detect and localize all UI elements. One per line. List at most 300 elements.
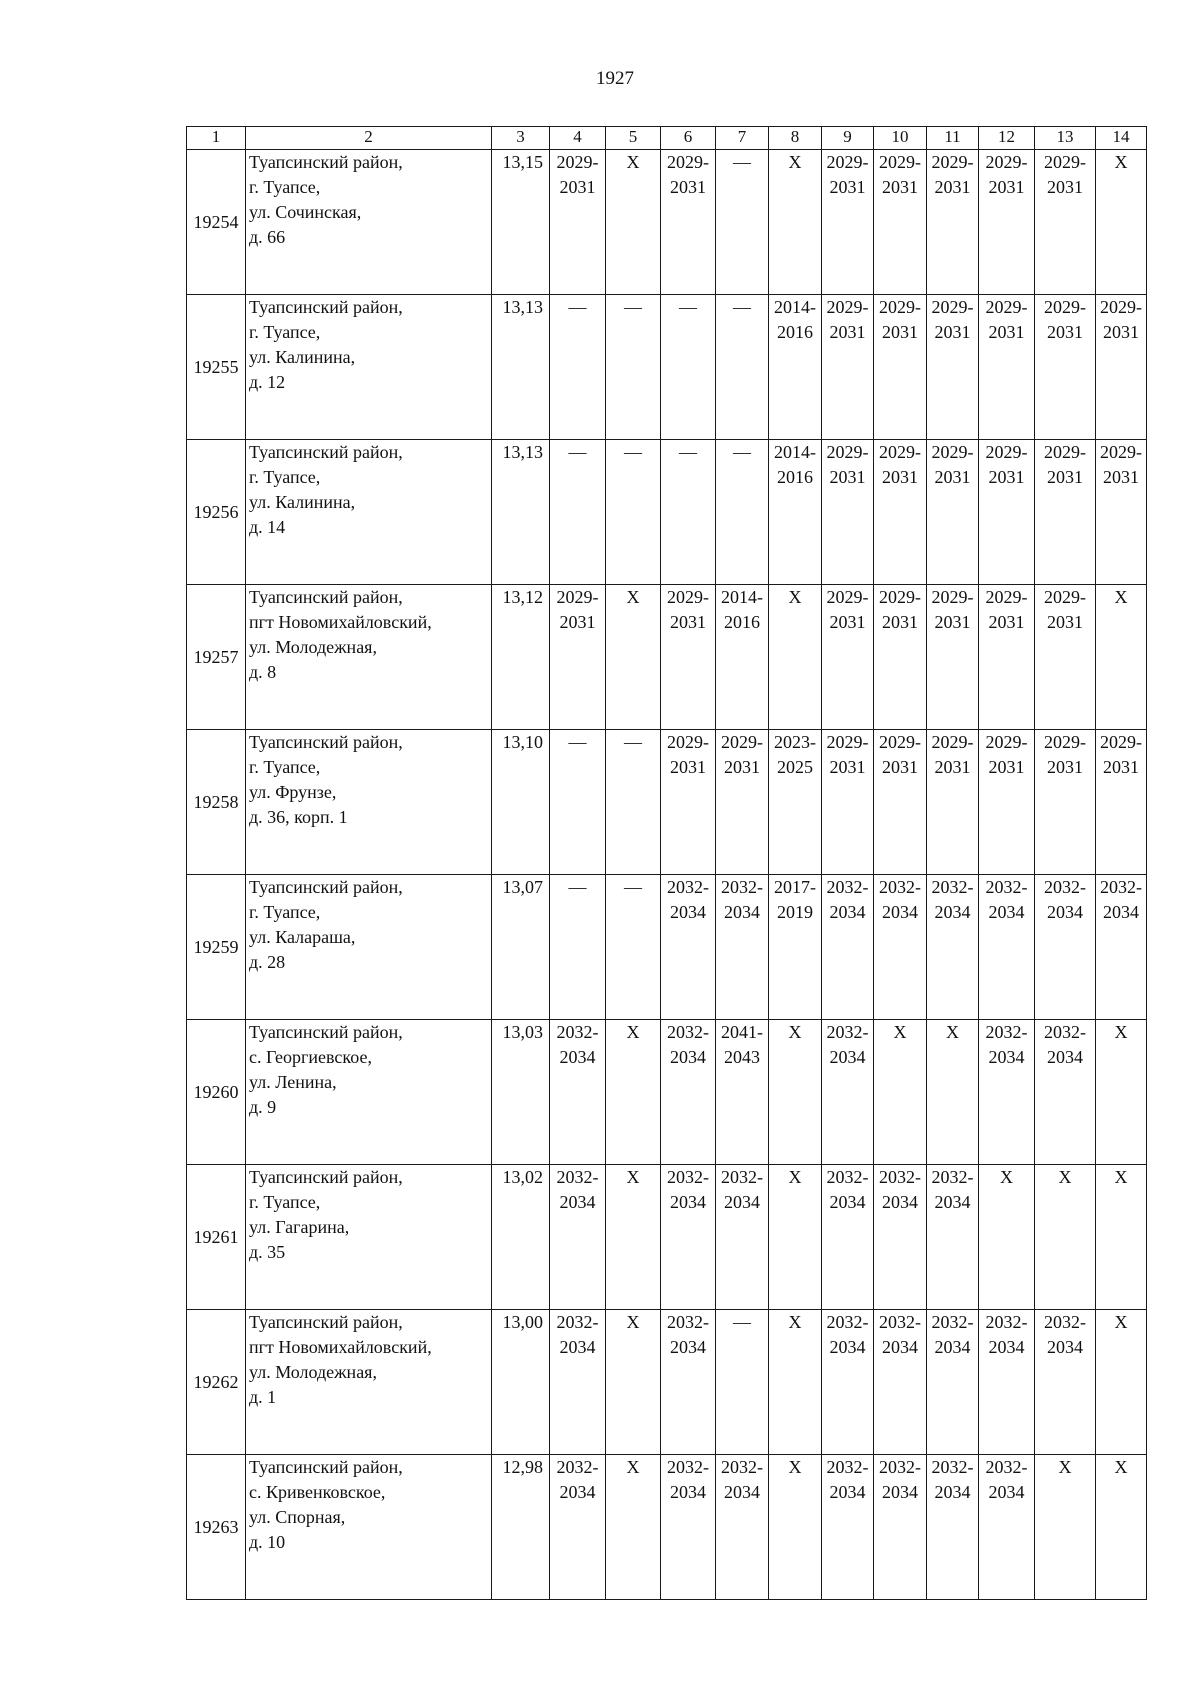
column-number-3: 3 bbox=[492, 127, 550, 150]
period-cell-12 bbox=[979, 1455, 1035, 1600]
record-number: 19263 bbox=[193, 1516, 239, 1537]
period-value: X bbox=[788, 587, 802, 607]
period-cell-11 bbox=[927, 1455, 979, 1600]
period-value: X bbox=[1114, 1312, 1128, 1332]
period-value: 2032- 2034 bbox=[985, 1457, 1028, 1502]
period-value: 2029- 2031 bbox=[985, 587, 1028, 632]
period-cell-11 bbox=[927, 440, 979, 585]
register-table bbox=[186, 126, 1147, 1600]
column-number-1: 1 bbox=[187, 127, 246, 150]
period-cell-7 bbox=[716, 1020, 769, 1165]
record-number-cell bbox=[187, 1455, 246, 1600]
address-cell bbox=[246, 875, 492, 1020]
header-row bbox=[187, 127, 1147, 150]
period-cell-13 bbox=[1035, 150, 1096, 295]
period-value: 2032- 2034 bbox=[985, 877, 1028, 922]
record-number: 19259 bbox=[193, 936, 239, 957]
period-cell-13 bbox=[1035, 295, 1096, 440]
period-value: 2032- 2034 bbox=[826, 1457, 869, 1502]
period-value: X bbox=[1114, 587, 1128, 607]
period-value: 2017- 2019 bbox=[774, 877, 816, 922]
period-value: 2041- 2043 bbox=[721, 1022, 763, 1067]
period-value: 2029- 2031 bbox=[1044, 442, 1086, 487]
period-cell-9 bbox=[822, 440, 874, 585]
period-value: X bbox=[788, 1167, 802, 1187]
period-cell-14 bbox=[1096, 730, 1147, 875]
record-number: 19262 bbox=[193, 1371, 239, 1392]
period-cell-9 bbox=[822, 730, 874, 875]
address-text: Туапсинский район, г. Туапсе, ул. Фрунзе, д. 36, корп. 1 bbox=[249, 732, 403, 827]
value-cell-3 bbox=[492, 150, 550, 295]
period-cell-5 bbox=[606, 1020, 661, 1165]
period-value: 2029- 2031 bbox=[931, 442, 974, 487]
period-cell-9 bbox=[822, 585, 874, 730]
address-text: Туапсинский район, г. Туапсе, ул. Калинина, д. 14 bbox=[249, 442, 403, 537]
period-value: 2032- 2034 bbox=[879, 1457, 921, 1502]
period-value: 2029- 2031 bbox=[826, 442, 869, 487]
column-number-10: 10 bbox=[874, 127, 927, 150]
period-cell-14 bbox=[1096, 150, 1147, 295]
address-text: Туапсинский район, пгт Новомихайловский, ул. Молодежная, д. 8 bbox=[249, 587, 432, 682]
address-cell bbox=[246, 1020, 492, 1165]
period-value: 2029- 2031 bbox=[931, 587, 974, 632]
period-cell-4 bbox=[550, 730, 606, 875]
period-value: 2032- 2034 bbox=[1100, 877, 1142, 922]
period-cell-6 bbox=[661, 1020, 716, 1165]
period-cell-12 bbox=[979, 875, 1035, 1020]
value-cell-3 bbox=[492, 730, 550, 875]
period-cell-4 bbox=[550, 1020, 606, 1165]
period-cell-4 bbox=[550, 585, 606, 730]
period-value: 2032- 2034 bbox=[721, 877, 763, 922]
period-value: — bbox=[624, 297, 642, 317]
column-number-13: 13 bbox=[1035, 127, 1096, 150]
period-cell-8 bbox=[769, 440, 822, 585]
table-row bbox=[187, 875, 1147, 1020]
record-number: 19258 bbox=[193, 791, 239, 812]
column-number-7: 7 bbox=[716, 127, 769, 150]
period-value: 2032- 2034 bbox=[879, 877, 921, 922]
period-value: — bbox=[624, 442, 642, 462]
period-cell-11 bbox=[927, 150, 979, 295]
value-cell-3 bbox=[492, 1020, 550, 1165]
period-cell-4 bbox=[550, 1310, 606, 1455]
page-number: 1927 bbox=[596, 68, 634, 89]
period-value: 2029- 2031 bbox=[556, 587, 599, 632]
period-value: 2029- 2031 bbox=[1044, 297, 1086, 342]
period-cell-5 bbox=[606, 1165, 661, 1310]
period-value: 2032- 2034 bbox=[721, 1457, 763, 1502]
address-cell bbox=[246, 1310, 492, 1455]
period-cell-5 bbox=[606, 150, 661, 295]
record-number-cell bbox=[187, 585, 246, 730]
period-cell-6 bbox=[661, 730, 716, 875]
period-value: X bbox=[788, 1457, 802, 1477]
period-cell-11 bbox=[927, 730, 979, 875]
period-cell-8 bbox=[769, 730, 822, 875]
address-cell bbox=[246, 1165, 492, 1310]
period-cell-7 bbox=[716, 875, 769, 1020]
period-value: 2029- 2031 bbox=[826, 152, 869, 197]
period-value: 2032- 2034 bbox=[879, 1312, 921, 1357]
period-value: — bbox=[624, 877, 642, 897]
period-cell-5 bbox=[606, 585, 661, 730]
address-cell bbox=[246, 295, 492, 440]
period-value: 2032- 2034 bbox=[985, 1022, 1028, 1067]
period-value: 2029- 2031 bbox=[826, 732, 869, 777]
period-value: X bbox=[626, 1022, 640, 1042]
period-cell-7 bbox=[716, 150, 769, 295]
period-value: X bbox=[626, 1312, 640, 1332]
address-cell bbox=[246, 730, 492, 875]
period-cell-10 bbox=[874, 730, 927, 875]
area-value: 13,00 bbox=[502, 1312, 543, 1332]
period-cell-7 bbox=[716, 1165, 769, 1310]
table-row bbox=[187, 440, 1147, 585]
period-value: X bbox=[1114, 1457, 1128, 1477]
period-cell-9 bbox=[822, 1455, 874, 1600]
period-cell-6 bbox=[661, 295, 716, 440]
period-cell-10 bbox=[874, 875, 927, 1020]
period-value: 2032- 2034 bbox=[667, 1022, 709, 1067]
period-value: 2029- 2031 bbox=[931, 732, 974, 777]
address-text: Туапсинский район, с. Кривенковское, ул. Спорная, д. 10 bbox=[249, 1457, 403, 1552]
period-value: X bbox=[1058, 1167, 1072, 1187]
period-cell-5 bbox=[606, 440, 661, 585]
period-value: 2032- 2034 bbox=[826, 1312, 869, 1357]
period-cell-8 bbox=[769, 585, 822, 730]
column-number-8: 8 bbox=[769, 127, 822, 150]
period-value: X bbox=[893, 1022, 907, 1042]
column-number-5: 5 bbox=[606, 127, 661, 150]
period-cell-13 bbox=[1035, 730, 1096, 875]
period-value: 2029- 2031 bbox=[879, 587, 921, 632]
period-value: 2032- 2034 bbox=[667, 877, 709, 922]
record-number-cell bbox=[187, 1165, 246, 1310]
period-cell-12 bbox=[979, 1165, 1035, 1310]
period-value: X bbox=[946, 1022, 959, 1042]
address-text: Туапсинский район, г. Туапсе, ул. Калараша, д. 28 bbox=[249, 877, 403, 972]
period-value: 2029- 2031 bbox=[826, 297, 869, 342]
period-cell-9 bbox=[822, 1310, 874, 1455]
period-cell-7 bbox=[716, 440, 769, 585]
period-cell-13 bbox=[1035, 585, 1096, 730]
period-cell-14 bbox=[1096, 1020, 1147, 1165]
period-cell-8 bbox=[769, 875, 822, 1020]
period-cell-9 bbox=[822, 1165, 874, 1310]
column-number-9: 9 bbox=[822, 127, 874, 150]
period-cell-13 bbox=[1035, 1165, 1096, 1310]
period-cell-11 bbox=[927, 295, 979, 440]
period-cell-13 bbox=[1035, 1455, 1096, 1600]
period-value: 2032- 2034 bbox=[667, 1457, 709, 1502]
period-value: 2029- 2031 bbox=[556, 152, 599, 197]
table-row bbox=[187, 295, 1147, 440]
value-cell-3 bbox=[492, 440, 550, 585]
period-value: 2032- 2034 bbox=[826, 1022, 869, 1067]
period-value: — bbox=[568, 732, 587, 752]
period-cell-11 bbox=[927, 1020, 979, 1165]
value-cell-3 bbox=[492, 1455, 550, 1600]
period-value: 2029- 2031 bbox=[879, 152, 921, 197]
table-row bbox=[187, 1165, 1147, 1310]
column-number-2: 2 bbox=[246, 127, 492, 150]
period-cell-6 bbox=[661, 875, 716, 1020]
period-cell-10 bbox=[874, 440, 927, 585]
table-row bbox=[187, 1310, 1147, 1455]
period-cell-12 bbox=[979, 1020, 1035, 1165]
period-cell-6 bbox=[661, 1455, 716, 1600]
period-value: X bbox=[788, 1022, 802, 1042]
period-cell-9 bbox=[822, 295, 874, 440]
period-cell-9 bbox=[822, 150, 874, 295]
record-number: 19254 bbox=[193, 211, 239, 232]
period-cell-12 bbox=[979, 1310, 1035, 1455]
period-value: 2029- 2031 bbox=[879, 297, 921, 342]
period-value: 2029- 2031 bbox=[1044, 732, 1086, 777]
period-value: 2032- 2034 bbox=[667, 1312, 709, 1357]
address-cell bbox=[246, 585, 492, 730]
period-cell-8 bbox=[769, 1165, 822, 1310]
period-cell-8 bbox=[769, 1020, 822, 1165]
period-cell-14 bbox=[1096, 440, 1147, 585]
period-cell-7 bbox=[716, 1455, 769, 1600]
period-value: 2032- 2034 bbox=[985, 1312, 1028, 1357]
period-cell-6 bbox=[661, 1310, 716, 1455]
table-row bbox=[187, 1455, 1147, 1600]
period-value: — bbox=[568, 297, 587, 317]
period-value: — bbox=[568, 442, 587, 462]
period-cell-10 bbox=[874, 1310, 927, 1455]
address-text: Туапсинский район, г. Туапсе, ул. Гагарина, д. 35 bbox=[249, 1167, 403, 1262]
period-cell-10 bbox=[874, 295, 927, 440]
period-cell-8 bbox=[769, 295, 822, 440]
area-value: 13,13 bbox=[502, 442, 543, 462]
period-cell-10 bbox=[874, 150, 927, 295]
period-cell-13 bbox=[1035, 1310, 1096, 1455]
value-cell-3 bbox=[492, 1310, 550, 1455]
period-value: 2014- 2016 bbox=[774, 442, 816, 487]
period-value: 2032- 2034 bbox=[1044, 1312, 1086, 1357]
period-cell-7 bbox=[716, 295, 769, 440]
period-value: 2032- 2034 bbox=[556, 1457, 599, 1502]
record-number: 19260 bbox=[193, 1081, 239, 1102]
period-cell-13 bbox=[1035, 875, 1096, 1020]
period-value: 2032- 2034 bbox=[556, 1022, 599, 1067]
period-cell-4 bbox=[550, 1165, 606, 1310]
column-number-6: 6 bbox=[661, 127, 716, 150]
period-value: 2029- 2031 bbox=[931, 297, 974, 342]
period-cell-5 bbox=[606, 1455, 661, 1600]
period-value: 2029- 2031 bbox=[667, 732, 709, 777]
period-value: 2029- 2031 bbox=[721, 732, 763, 777]
address-text: Туапсинский район, с. Георгиевское, ул. Ленина, д. 9 bbox=[249, 1022, 403, 1117]
period-cell-9 bbox=[822, 1020, 874, 1165]
period-value: X bbox=[788, 1312, 802, 1332]
period-cell-4 bbox=[550, 150, 606, 295]
period-value: 2032- 2034 bbox=[826, 877, 869, 922]
period-value: 2032- 2034 bbox=[931, 1457, 974, 1502]
period-value: 2023- 2025 bbox=[774, 732, 816, 777]
table-row bbox=[187, 730, 1147, 875]
period-value: — bbox=[733, 152, 751, 172]
period-cell-4 bbox=[550, 1455, 606, 1600]
address-cell bbox=[246, 150, 492, 295]
table-row bbox=[187, 1020, 1147, 1165]
value-cell-3 bbox=[492, 295, 550, 440]
period-cell-10 bbox=[874, 1455, 927, 1600]
period-value: X bbox=[626, 1457, 640, 1477]
period-value: 2029- 2031 bbox=[1044, 152, 1086, 197]
period-cell-11 bbox=[927, 585, 979, 730]
area-value: 13,12 bbox=[502, 587, 543, 607]
period-value: 2029- 2031 bbox=[985, 297, 1028, 342]
period-cell-14 bbox=[1096, 1455, 1147, 1600]
period-cell-5 bbox=[606, 1310, 661, 1455]
period-cell-13 bbox=[1035, 1020, 1096, 1165]
period-value: 2032- 2034 bbox=[931, 1312, 974, 1357]
period-cell-10 bbox=[874, 1020, 927, 1165]
period-cell-12 bbox=[979, 585, 1035, 730]
period-value: X bbox=[626, 587, 640, 607]
period-cell-4 bbox=[550, 440, 606, 585]
period-value: — bbox=[733, 1312, 751, 1332]
period-cell-10 bbox=[874, 585, 927, 730]
period-value: X bbox=[1114, 1022, 1128, 1042]
column-number-4: 4 bbox=[550, 127, 606, 150]
period-value: — bbox=[624, 732, 642, 752]
period-cell-11 bbox=[927, 1165, 979, 1310]
period-cell-4 bbox=[550, 875, 606, 1020]
period-cell-6 bbox=[661, 440, 716, 585]
area-value: 13,07 bbox=[502, 877, 543, 897]
period-value: X bbox=[1000, 1167, 1013, 1187]
period-value: 2029- 2031 bbox=[1100, 297, 1142, 342]
period-value: 2029- 2031 bbox=[879, 732, 921, 777]
address-text: Туапсинский район, г. Туапсе, ул. Калинина, д. 12 bbox=[249, 297, 403, 392]
period-value: 2029- 2031 bbox=[985, 442, 1028, 487]
period-value: 2032- 2034 bbox=[721, 1167, 763, 1212]
period-value: X bbox=[626, 152, 640, 172]
period-cell-8 bbox=[769, 150, 822, 295]
period-value: 2032- 2034 bbox=[556, 1167, 599, 1212]
period-value: 2032- 2034 bbox=[879, 1167, 921, 1212]
area-value: 13,10 bbox=[502, 732, 543, 752]
period-cell-11 bbox=[927, 875, 979, 1020]
period-value: — bbox=[733, 297, 751, 317]
value-cell-3 bbox=[492, 1165, 550, 1310]
value-cell-3 bbox=[492, 585, 550, 730]
record-number-cell bbox=[187, 875, 246, 1020]
period-value: X bbox=[626, 1167, 640, 1187]
period-value: 2029- 2031 bbox=[1100, 732, 1142, 777]
period-cell-11 bbox=[927, 1310, 979, 1455]
period-cell-12 bbox=[979, 730, 1035, 875]
period-cell-13 bbox=[1035, 440, 1096, 585]
period-cell-7 bbox=[716, 730, 769, 875]
record-number-cell bbox=[187, 730, 246, 875]
period-cell-14 bbox=[1096, 295, 1147, 440]
period-value: 2014- 2016 bbox=[774, 297, 816, 342]
period-cell-4 bbox=[550, 295, 606, 440]
period-value: 2032- 2034 bbox=[931, 877, 974, 922]
period-value: 2032- 2034 bbox=[1044, 877, 1086, 922]
period-cell-8 bbox=[769, 1455, 822, 1600]
column-number-12: 12 bbox=[979, 127, 1035, 150]
period-value: 2029- 2031 bbox=[1100, 442, 1142, 487]
period-value: X bbox=[1114, 152, 1128, 172]
period-value: 2029- 2031 bbox=[1044, 587, 1086, 632]
record-number: 19256 bbox=[193, 501, 239, 522]
period-cell-12 bbox=[979, 440, 1035, 585]
column-number-11: 11 bbox=[927, 127, 979, 150]
period-cell-5 bbox=[606, 295, 661, 440]
period-value: — bbox=[679, 297, 697, 317]
area-value: 13,15 bbox=[502, 152, 543, 172]
address-text: Туапсинский район, пгт Новомихайловский, ул. Молодежная, д. 1 bbox=[249, 1312, 432, 1407]
period-value: — bbox=[733, 442, 751, 462]
period-cell-6 bbox=[661, 585, 716, 730]
period-cell-7 bbox=[716, 1310, 769, 1455]
period-cell-6 bbox=[661, 1165, 716, 1310]
period-value: 2032- 2034 bbox=[667, 1167, 709, 1212]
record-number-cell bbox=[187, 1310, 246, 1455]
record-number: 19261 bbox=[193, 1226, 239, 1247]
record-number-cell bbox=[187, 295, 246, 440]
period-value: 2029- 2031 bbox=[985, 152, 1028, 197]
area-value: 12,98 bbox=[502, 1457, 543, 1477]
period-value: X bbox=[1058, 1457, 1072, 1477]
area-value: 13,03 bbox=[502, 1022, 543, 1042]
period-cell-12 bbox=[979, 150, 1035, 295]
period-cell-5 bbox=[606, 730, 661, 875]
area-value: 13,02 bbox=[502, 1167, 543, 1187]
period-value: 2014- 2016 bbox=[721, 587, 763, 632]
period-value: 2029- 2031 bbox=[879, 442, 921, 487]
value-cell-3 bbox=[492, 875, 550, 1020]
period-cell-5 bbox=[606, 875, 661, 1020]
period-cell-6 bbox=[661, 150, 716, 295]
period-cell-14 bbox=[1096, 1165, 1147, 1310]
period-value: 2029- 2031 bbox=[826, 587, 869, 632]
period-value: 2029- 2031 bbox=[667, 587, 709, 632]
record-number-cell bbox=[187, 150, 246, 295]
period-value: 2032- 2034 bbox=[556, 1312, 599, 1357]
column-number-14: 14 bbox=[1096, 127, 1147, 150]
period-cell-14 bbox=[1096, 1310, 1147, 1455]
period-value: 2029- 2031 bbox=[931, 152, 974, 197]
period-value: X bbox=[788, 152, 802, 172]
period-value: 2029- 2031 bbox=[667, 152, 709, 197]
period-cell-9 bbox=[822, 875, 874, 1020]
record-number: 19255 bbox=[193, 356, 239, 377]
period-value: X bbox=[1114, 1167, 1128, 1187]
period-value: — bbox=[679, 442, 697, 462]
period-value: 2032- 2034 bbox=[826, 1167, 869, 1212]
period-value: 2029- 2031 bbox=[985, 732, 1028, 777]
address-cell bbox=[246, 440, 492, 585]
address-cell bbox=[246, 1455, 492, 1600]
record-number-cell bbox=[187, 1020, 246, 1165]
record-number: 19257 bbox=[193, 646, 239, 667]
period-value: 2032- 2034 bbox=[931, 1167, 974, 1212]
address-text: Туапсинский район, г. Туапсе, ул. Сочинская, д. 66 bbox=[249, 152, 403, 247]
table-row bbox=[187, 585, 1147, 730]
period-cell-14 bbox=[1096, 585, 1147, 730]
period-cell-10 bbox=[874, 1165, 927, 1310]
period-cell-12 bbox=[979, 295, 1035, 440]
record-number-cell bbox=[187, 440, 246, 585]
